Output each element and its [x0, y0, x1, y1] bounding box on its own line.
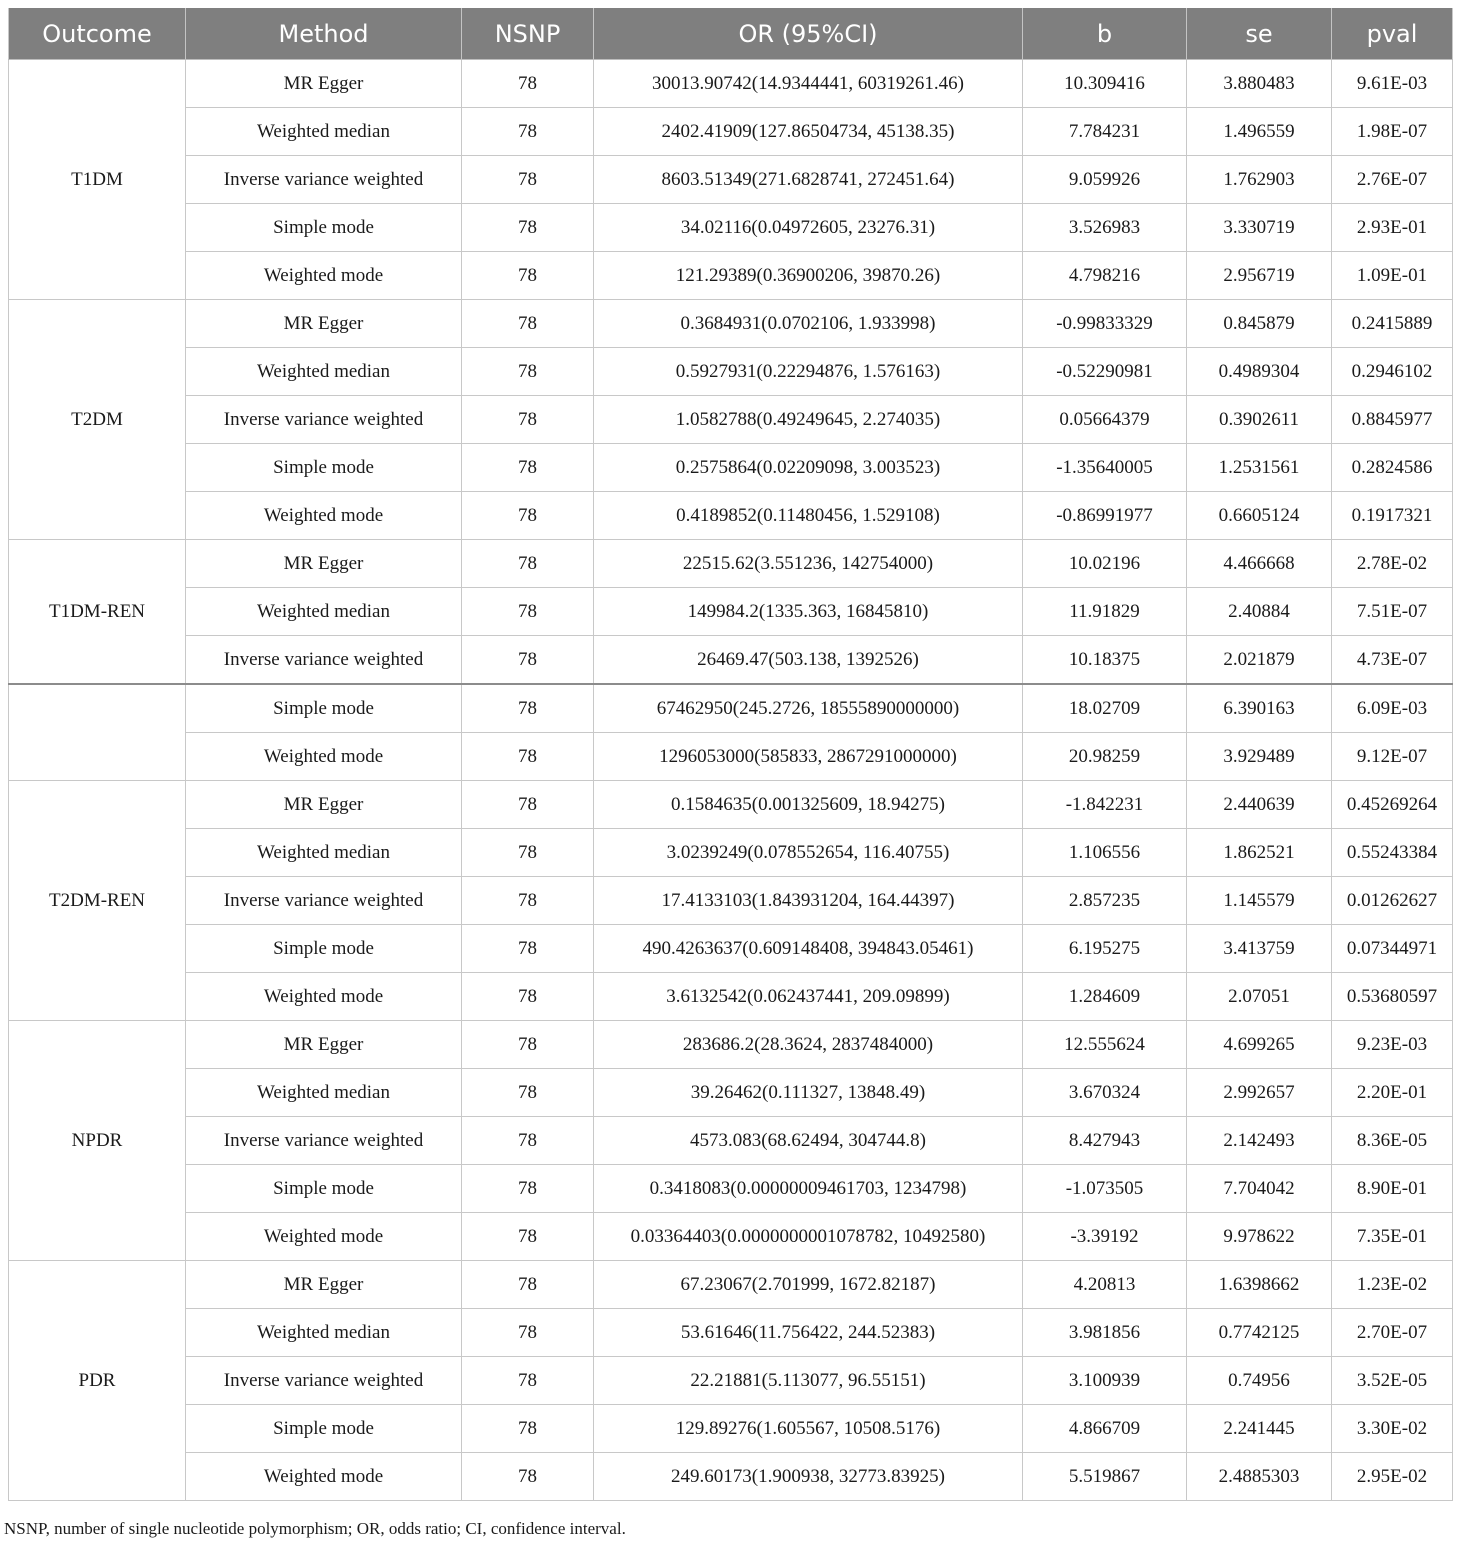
cell-se: 3.330719 [1187, 204, 1332, 252]
cell-nsnp: 78 [462, 973, 594, 1021]
cell-pval: 3.52E-05 [1332, 1357, 1453, 1405]
cell-outcome: NPDR [9, 1021, 186, 1261]
cell-nsnp: 78 [462, 1453, 594, 1501]
cell-nsnp: 78 [462, 636, 594, 685]
cell-b: -1.35640005 [1023, 444, 1187, 492]
cell-nsnp: 78 [462, 588, 594, 636]
results-table-container [8, 8, 1452, 1501]
cell-method: Simple mode [186, 1165, 462, 1213]
cell-pval: 7.51E-07 [1332, 588, 1453, 636]
cell-se: 3.880483 [1187, 60, 1332, 108]
table-footnote: NSNP, number of single nucleotide polymorphism; OR, odds ratio; CI, confidence interval. [4, 1519, 626, 1538]
cell-or-ci: 0.5927931(0.22294876, 1.576163) [594, 348, 1023, 396]
cell-se: 2.956719 [1187, 252, 1332, 300]
cell-method: Inverse variance weighted [186, 1117, 462, 1165]
cell-method: Weighted mode [186, 973, 462, 1021]
cell-pval: 0.2824586 [1332, 444, 1453, 492]
cell-b: 3.526983 [1023, 204, 1187, 252]
cell-method: Simple mode [186, 1405, 462, 1453]
cell-b: 8.427943 [1023, 1117, 1187, 1165]
header-pval: pval [1332, 8, 1453, 60]
cell-pval: 0.2946102 [1332, 348, 1453, 396]
table-row [9, 492, 1453, 540]
cell-method: Weighted median [186, 348, 462, 396]
cell-nsnp: 78 [462, 684, 594, 733]
cell-nsnp: 78 [462, 1117, 594, 1165]
cell-b: 1.284609 [1023, 973, 1187, 1021]
cell-pval: 9.23E-03 [1332, 1021, 1453, 1069]
cell-method: Simple mode [186, 444, 462, 492]
cell-pval: 3.30E-02 [1332, 1405, 1453, 1453]
cell-b: 3.981856 [1023, 1309, 1187, 1357]
table-row [9, 108, 1453, 156]
cell-se: 0.845879 [1187, 300, 1332, 348]
cell-method: MR Egger [186, 540, 462, 588]
cell-pval: 0.2415889 [1332, 300, 1453, 348]
cell-pval: 2.76E-07 [1332, 156, 1453, 204]
cell-method: Weighted mode [186, 1453, 462, 1501]
cell-nsnp: 78 [462, 444, 594, 492]
table-row [9, 252, 1453, 300]
table-row [9, 540, 1453, 588]
cell-nsnp: 78 [462, 877, 594, 925]
cell-nsnp: 78 [462, 1213, 594, 1261]
cell-or-ci: 0.3418083(0.00000009461703, 1234798) [594, 1165, 1023, 1213]
cell-pval: 8.36E-05 [1332, 1117, 1453, 1165]
cell-or-ci: 30013.90742(14.9344441, 60319261.46) [594, 60, 1023, 108]
cell-outcome: T2DM-REN [9, 781, 186, 1021]
cell-pval: 2.93E-01 [1332, 204, 1453, 252]
cell-method: Inverse variance weighted [186, 877, 462, 925]
cell-method: Inverse variance weighted [186, 1357, 462, 1405]
table-row [9, 636, 1453, 685]
cell-b: 11.91829 [1023, 588, 1187, 636]
cell-or-ci: 0.2575864(0.02209098, 3.003523) [594, 444, 1023, 492]
cell-se: 9.978622 [1187, 1213, 1332, 1261]
cell-pval: 0.53680597 [1332, 973, 1453, 1021]
cell-b: 20.98259 [1023, 733, 1187, 781]
cell-method: Weighted median [186, 829, 462, 877]
cell-or-ci: 34.02116(0.04972605, 23276.31) [594, 204, 1023, 252]
cell-or-ci: 53.61646(11.756422, 244.52383) [594, 1309, 1023, 1357]
cell-or-ci: 67462950(245.2726, 18555890000000) [594, 684, 1023, 733]
cell-pval: 0.07344971 [1332, 925, 1453, 973]
table-row [9, 1405, 1453, 1453]
cell-b: 18.02709 [1023, 684, 1187, 733]
cell-b: 10.18375 [1023, 636, 1187, 685]
cell-nsnp: 78 [462, 396, 594, 444]
cell-se: 0.6605124 [1187, 492, 1332, 540]
cell-method: Weighted mode [186, 1213, 462, 1261]
cell-pval: 7.35E-01 [1332, 1213, 1453, 1261]
cell-b: 3.100939 [1023, 1357, 1187, 1405]
cell-outcome: T1DM-REN [9, 540, 186, 685]
cell-method: Inverse variance weighted [186, 156, 462, 204]
cell-method: Inverse variance weighted [186, 636, 462, 685]
cell-nsnp: 78 [462, 925, 594, 973]
cell-se: 6.390163 [1187, 684, 1332, 733]
cell-pval: 2.95E-02 [1332, 1453, 1453, 1501]
cell-b: 0.05664379 [1023, 396, 1187, 444]
cell-se: 7.704042 [1187, 1165, 1332, 1213]
cell-pval: 2.70E-07 [1332, 1309, 1453, 1357]
cell-pval: 0.45269264 [1332, 781, 1453, 829]
cell-b: 4.798216 [1023, 252, 1187, 300]
table-row [9, 1117, 1453, 1165]
cell-se: 0.74956 [1187, 1357, 1332, 1405]
cell-b: -0.86991977 [1023, 492, 1187, 540]
cell-b: 4.866709 [1023, 1405, 1187, 1453]
cell-nsnp: 78 [462, 829, 594, 877]
table-row [9, 348, 1453, 396]
table-row [9, 396, 1453, 444]
cell-nsnp: 78 [462, 733, 594, 781]
cell-b: 10.309416 [1023, 60, 1187, 108]
cell-nsnp: 78 [462, 204, 594, 252]
cell-method: Simple mode [186, 684, 462, 733]
cell-pval: 8.90E-01 [1332, 1165, 1453, 1213]
cell-or-ci: 1296053000(585833, 2867291000000) [594, 733, 1023, 781]
cell-outcome: T1DM [9, 60, 186, 300]
table-row [9, 684, 1453, 733]
cell-method: Weighted median [186, 1069, 462, 1117]
cell-se: 1.762903 [1187, 156, 1332, 204]
cell-nsnp: 78 [462, 781, 594, 829]
cell-se: 2.07051 [1187, 973, 1332, 1021]
cell-se: 4.699265 [1187, 1021, 1332, 1069]
cell-outcome [9, 684, 186, 781]
cell-b: -0.99833329 [1023, 300, 1187, 348]
cell-pval: 1.09E-01 [1332, 252, 1453, 300]
header-row [9, 8, 1453, 60]
table-row [9, 1021, 1453, 1069]
table-row [9, 1357, 1453, 1405]
cell-method: MR Egger [186, 1261, 462, 1309]
table-row [9, 925, 1453, 973]
cell-b: -1.073505 [1023, 1165, 1187, 1213]
cell-nsnp: 78 [462, 60, 594, 108]
cell-nsnp: 78 [462, 540, 594, 588]
cell-nsnp: 78 [462, 348, 594, 396]
cell-or-ci: 22.21881(5.113077, 96.55151) [594, 1357, 1023, 1405]
cell-b: -1.842231 [1023, 781, 1187, 829]
table-header [9, 8, 1453, 60]
cell-se: 2.142493 [1187, 1117, 1332, 1165]
cell-pval: 2.20E-01 [1332, 1069, 1453, 1117]
mr-results-table [8, 8, 1453, 1501]
table-row [9, 60, 1453, 108]
cell-or-ci: 2402.41909(127.86504734, 45138.35) [594, 108, 1023, 156]
cell-method: Weighted mode [186, 492, 462, 540]
cell-pval: 9.12E-07 [1332, 733, 1453, 781]
cell-method: Weighted median [186, 108, 462, 156]
cell-pval: 2.78E-02 [1332, 540, 1453, 588]
cell-or-ci: 3.0239249(0.078552654, 116.40755) [594, 829, 1023, 877]
cell-b: 9.059926 [1023, 156, 1187, 204]
cell-outcome: T2DM [9, 300, 186, 540]
cell-nsnp: 78 [462, 1069, 594, 1117]
header-b: b [1023, 8, 1187, 60]
cell-se: 0.4989304 [1187, 348, 1332, 396]
cell-se: 4.466668 [1187, 540, 1332, 588]
cell-b: 4.20813 [1023, 1261, 1187, 1309]
cell-method: Simple mode [186, 925, 462, 973]
cell-nsnp: 78 [462, 1357, 594, 1405]
cell-or-ci: 4573.083(68.62494, 304744.8) [594, 1117, 1023, 1165]
cell-or-ci: 0.3684931(0.0702106, 1.933998) [594, 300, 1023, 348]
header-nsnp: NSNP [462, 8, 594, 60]
cell-pval: 0.55243384 [1332, 829, 1453, 877]
cell-b: 7.784231 [1023, 108, 1187, 156]
cell-pval: 9.61E-03 [1332, 60, 1453, 108]
table-row [9, 1213, 1453, 1261]
cell-nsnp: 78 [462, 1309, 594, 1357]
cell-or-ci: 490.4263637(0.609148408, 394843.05461) [594, 925, 1023, 973]
cell-b: 10.02196 [1023, 540, 1187, 588]
cell-b: -3.39192 [1023, 1213, 1187, 1261]
cell-se: 2.992657 [1187, 1069, 1332, 1117]
table-row [9, 204, 1453, 252]
cell-nsnp: 78 [462, 108, 594, 156]
cell-b: 12.555624 [1023, 1021, 1187, 1069]
cell-se: 0.7742125 [1187, 1309, 1332, 1357]
cell-or-ci: 39.26462(0.111327, 13848.49) [594, 1069, 1023, 1117]
cell-se: 2.021879 [1187, 636, 1332, 685]
cell-b: 1.106556 [1023, 829, 1187, 877]
table-row [9, 1165, 1453, 1213]
cell-nsnp: 78 [462, 300, 594, 348]
cell-or-ci: 149984.2(1335.363, 16845810) [594, 588, 1023, 636]
cell-pval: 1.98E-07 [1332, 108, 1453, 156]
table-body [9, 60, 1453, 1501]
cell-or-ci: 121.29389(0.36900206, 39870.26) [594, 252, 1023, 300]
cell-nsnp: 78 [462, 1261, 594, 1309]
cell-or-ci: 129.89276(1.605567, 10508.5176) [594, 1405, 1023, 1453]
table-row [9, 1309, 1453, 1357]
cell-se: 1.145579 [1187, 877, 1332, 925]
table-row [9, 444, 1453, 492]
cell-se: 2.440639 [1187, 781, 1332, 829]
table-row [9, 1453, 1453, 1501]
cell-pval: 0.1917321 [1332, 492, 1453, 540]
cell-or-ci: 22515.62(3.551236, 142754000) [594, 540, 1023, 588]
cell-nsnp: 78 [462, 1165, 594, 1213]
table-row [9, 877, 1453, 925]
cell-or-ci: 1.0582788(0.49249645, 2.274035) [594, 396, 1023, 444]
cell-method: MR Egger [186, 1021, 462, 1069]
cell-outcome: PDR [9, 1261, 186, 1501]
cell-or-ci: 67.23067(2.701999, 1672.82187) [594, 1261, 1023, 1309]
table-row [9, 300, 1453, 348]
cell-nsnp: 78 [462, 492, 594, 540]
cell-se: 1.496559 [1187, 108, 1332, 156]
cell-nsnp: 78 [462, 156, 594, 204]
cell-se: 2.241445 [1187, 1405, 1332, 1453]
cell-method: Weighted mode [186, 252, 462, 300]
cell-b: 5.519867 [1023, 1453, 1187, 1501]
cell-se: 2.4885303 [1187, 1453, 1332, 1501]
cell-method: Weighted median [186, 588, 462, 636]
cell-pval: 0.01262627 [1332, 877, 1453, 925]
cell-method: MR Egger [186, 60, 462, 108]
table-row [9, 973, 1453, 1021]
cell-method: MR Egger [186, 781, 462, 829]
cell-pval: 6.09E-03 [1332, 684, 1453, 733]
cell-method: Weighted mode [186, 733, 462, 781]
cell-or-ci: 0.1584635(0.001325609, 18.94275) [594, 781, 1023, 829]
table-row [9, 588, 1453, 636]
cell-or-ci: 0.4189852(0.11480456, 1.529108) [594, 492, 1023, 540]
cell-se: 1.6398662 [1187, 1261, 1332, 1309]
table-row [9, 1261, 1453, 1309]
cell-se: 1.862521 [1187, 829, 1332, 877]
cell-se: 1.2531561 [1187, 444, 1332, 492]
cell-b: 6.195275 [1023, 925, 1187, 973]
cell-b: -0.52290981 [1023, 348, 1187, 396]
table-row [9, 829, 1453, 877]
cell-nsnp: 78 [462, 1021, 594, 1069]
header-outcome: Outcome [9, 8, 186, 60]
table-row [9, 733, 1453, 781]
cell-se: 2.40884 [1187, 588, 1332, 636]
table-row [9, 781, 1453, 829]
cell-nsnp: 78 [462, 252, 594, 300]
cell-pval: 1.23E-02 [1332, 1261, 1453, 1309]
cell-method: MR Egger [186, 300, 462, 348]
table-row [9, 1069, 1453, 1117]
header-or-ci: OR (95%CI) [594, 8, 1023, 60]
cell-or-ci: 0.03364403(0.0000000001078782, 10492580) [594, 1213, 1023, 1261]
cell-method: Simple mode [186, 204, 462, 252]
cell-pval: 4.73E-07 [1332, 636, 1453, 685]
table-row [9, 156, 1453, 204]
cell-nsnp: 78 [462, 1405, 594, 1453]
header-se: se [1187, 8, 1332, 60]
header-method: Method [186, 8, 462, 60]
cell-b: 2.857235 [1023, 877, 1187, 925]
cell-or-ci: 26469.47(503.138, 1392526) [594, 636, 1023, 685]
cell-se: 3.929489 [1187, 733, 1332, 781]
cell-or-ci: 17.4133103(1.843931204, 164.44397) [594, 877, 1023, 925]
cell-pval: 0.8845977 [1332, 396, 1453, 444]
cell-method: Weighted median [186, 1309, 462, 1357]
cell-se: 0.3902611 [1187, 396, 1332, 444]
cell-or-ci: 283686.2(28.3624, 2837484000) [594, 1021, 1023, 1069]
cell-or-ci: 3.6132542(0.062437441, 209.09899) [594, 973, 1023, 1021]
cell-method: Inverse variance weighted [186, 396, 462, 444]
cell-se: 3.413759 [1187, 925, 1332, 973]
cell-or-ci: 249.60173(1.900938, 32773.83925) [594, 1453, 1023, 1501]
cell-or-ci: 8603.51349(271.6828741, 272451.64) [594, 156, 1023, 204]
cell-b: 3.670324 [1023, 1069, 1187, 1117]
